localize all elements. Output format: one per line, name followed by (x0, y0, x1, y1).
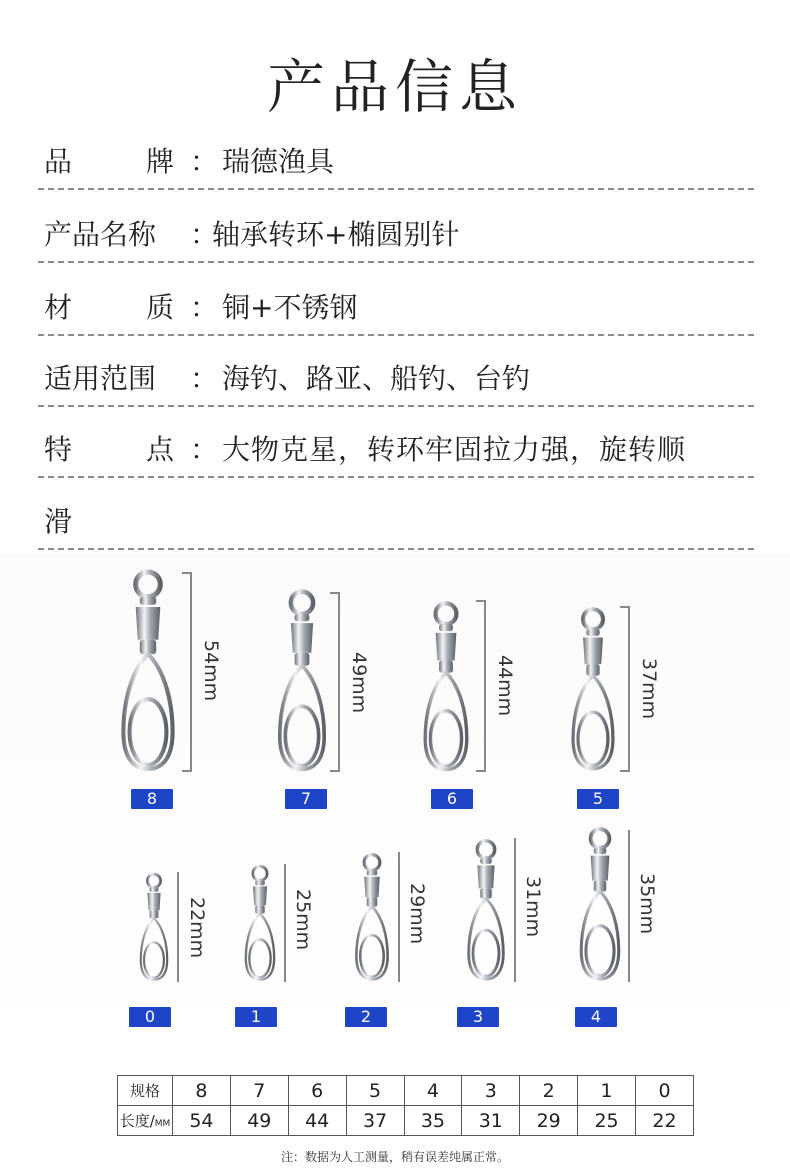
table-cell: 3 (462, 1076, 520, 1106)
table-cell: 44 (288, 1106, 346, 1136)
dimension-line (177, 872, 179, 982)
dimension-line (628, 830, 630, 982)
dimension-tick (476, 770, 486, 772)
swivel-image-size-3 (460, 838, 512, 982)
table-cell: 25 (578, 1106, 636, 1136)
table-cell: 2 (520, 1076, 578, 1106)
length-label-size-1: 25mm (292, 889, 314, 951)
table-cell: 1 (578, 1076, 636, 1106)
dimension-tick (620, 606, 630, 608)
dimension-line (338, 592, 340, 772)
swivel-image-size-6 (415, 600, 477, 773)
swivel-image-size-0 (134, 872, 174, 982)
attr-value-features: 大物克星，转环牢固拉力强，旋转顺 (222, 433, 687, 466)
attr-colon: ： (190, 291, 219, 324)
length-label-size-8: 54mm (200, 640, 222, 702)
attr-feature-wrap: 滑 (44, 505, 73, 538)
table-cell: 4 (404, 1076, 462, 1106)
length-label-size-5: 37mm (638, 658, 660, 720)
page-title: 产品信息 (266, 53, 523, 121)
dimension-tick (330, 770, 340, 772)
dimension-tick (476, 600, 486, 602)
attr-row-brand (38, 130, 754, 190)
table-cell: 5 (346, 1076, 404, 1106)
attr-colon: ： (190, 145, 219, 178)
table-cell: 35 (404, 1106, 462, 1136)
table-cell: 54 (173, 1106, 231, 1136)
table-header-size: 规格 (118, 1076, 173, 1106)
swivel-image-size-1 (238, 864, 282, 982)
table-header-length: 长度/MM (118, 1106, 173, 1136)
attr-row-material (38, 276, 754, 336)
table-cell: 6 (288, 1076, 346, 1106)
dimension-tick (620, 770, 630, 772)
attr-label: 材 质 (44, 291, 174, 324)
attr-value-brand: 瑞德渔具 (222, 145, 335, 178)
attr-row-usage (38, 347, 754, 407)
swivel-image-size-2 (348, 852, 396, 982)
size-badge-0: 0 (129, 1007, 171, 1027)
dimension-line (284, 864, 286, 982)
length-label-size-2: 29mm (406, 883, 428, 945)
attr-row-product-name (38, 203, 754, 263)
dimension-line (514, 838, 516, 982)
size-badge-7: 7 (285, 789, 327, 809)
dimension-line (628, 606, 630, 772)
size-badge-1: 1 (235, 1007, 277, 1027)
table-cell: 49 (230, 1106, 288, 1136)
length-label-size-0: 22mm (186, 897, 208, 959)
footnote: 注：数据为人工测量，稍有误差纯属正常。 (280, 1150, 509, 1164)
dimension-line (190, 572, 192, 772)
attr-row-features-wrap (38, 490, 754, 550)
dimension-tick (182, 572, 192, 574)
attr-value-product-name: 轴承转环+椭圆别针 (212, 218, 460, 251)
table-row-lengths (118, 1106, 694, 1136)
length-label-size-4: 35mm (636, 873, 658, 935)
table-cell: 8 (173, 1076, 231, 1106)
swivel-image-size-8 (108, 568, 188, 773)
dimension-tick (182, 770, 192, 772)
table-row-sizes (118, 1076, 694, 1106)
swivel-image-size-7 (268, 588, 336, 773)
attr-row-features (38, 418, 754, 478)
attr-colon: ： (190, 433, 219, 466)
size-badge-2: 2 (345, 1007, 387, 1027)
attr-label: 产品名称 (44, 218, 157, 251)
table-cell: 37 (346, 1106, 404, 1136)
attr-label: 适用范围 (44, 362, 157, 395)
size-badge-3: 3 (457, 1007, 499, 1027)
table-cell: 22 (636, 1106, 694, 1136)
swivel-image-size-4 (572, 826, 628, 982)
dimension-line (398, 852, 400, 982)
attr-value-material: 铜+不锈钢 (222, 291, 358, 324)
table-cell: 31 (462, 1106, 520, 1136)
size-badge-6: 6 (431, 789, 473, 809)
attr-label: 特 点 (44, 433, 174, 466)
attr-value-usage: 海钓、路亚、船钓、台钓 (222, 362, 531, 395)
size-badge-8: 8 (131, 789, 173, 809)
length-label-size-7: 49mm (348, 652, 370, 714)
attr-colon: ： (190, 362, 219, 395)
dimension-tick (330, 592, 340, 594)
spec-table (117, 1075, 694, 1136)
attr-label: 品 牌 (44, 145, 174, 178)
length-label-size-3: 31mm (522, 876, 544, 938)
size-badge-5: 5 (577, 789, 619, 809)
table-cell: 29 (520, 1106, 578, 1136)
size-badge-4: 4 (575, 1007, 617, 1027)
dimension-line (484, 600, 486, 772)
table-cell: 7 (230, 1076, 288, 1106)
attr-colon: ： (190, 218, 219, 251)
length-label-size-6: 44mm (494, 655, 516, 717)
table-cell: 0 (636, 1076, 694, 1106)
swivel-image-size-5 (565, 606, 621, 772)
